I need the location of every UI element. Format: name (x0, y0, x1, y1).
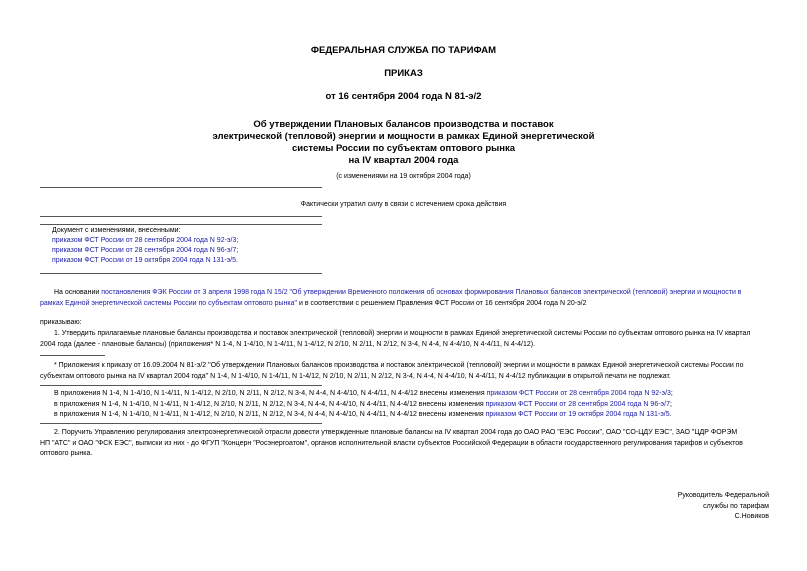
basis-paragraph (40, 288, 800, 309)
amend-note-text: В приложения N 1-4, N 1-4/10, N 1-4/11, N 1-4/12, N 2/10, N 2/11, N 2/12, N 3-4, N 4-4, N 4-4/10, N 4-4/11, N 4-4/12 внесены изменения (54, 390, 487, 397)
order-word: приказываю: (40, 319, 82, 326)
change-link[interactable]: приказом ФСТ России от 19 октября 2004 года N 131-э/5. (52, 257, 238, 264)
amend-note-text: в приложения N 1-4, N 1-4/10, N 1-4/11, N 1-4/12, N 2/10, N 2/11, N 2/12, N 3-4, N 4-4, N 4-4/10, N 4-4/11, N 4-4/12 внесены изменения (54, 400, 486, 408)
amended-note: (с изменениями на 19 октября 2004 года) (336, 173, 471, 180)
amend-note-end: ; (670, 390, 673, 397)
amend-note-link[interactable]: приказом ФСТ России от 28 сентября 2004 года N 96-э/7 (485, 400, 670, 408)
signature-name: С.Новиков (734, 513, 769, 520)
document-date: от 16 сентября 2004 года N 81-э/2 (325, 91, 482, 102)
title-line: на IV квартал 2004 года (348, 155, 459, 166)
basis-prefix: На основании (54, 289, 102, 296)
divider (40, 216, 322, 217)
title-line: электрической (тепловой) энергии и мощности в рамках Единой энергетической (212, 131, 595, 142)
item-2-line: оптового рынка. (40, 450, 93, 457)
title-line: системы России по субъектам оптового рынка (291, 143, 516, 154)
basis-suffix: и в соответствии с решением Правления ФСТ России от 16 сентября 2004 года N 20-э/2 (297, 299, 587, 307)
divider (40, 187, 322, 188)
divider (40, 423, 322, 424)
item-1 (40, 329, 800, 350)
item-1-line: 1. Утвердить прилагаемые плановые балансы производства и поставок электрической (тепловой) энергии и мощности в рамках Единой энергетической системы России по субъектам оптового рынка на IV квартал (54, 330, 751, 337)
document-title (0, 119, 807, 167)
signature-position: Руководитель Федеральной (677, 492, 769, 499)
change-link[interactable]: приказом ФСТ России от 28 сентября 2004 года N 96-э/7; (52, 247, 239, 254)
amend-note-link[interactable]: приказом ФСТ России от 19 октября 2004 года N 131-э/5 (485, 411, 670, 418)
resolution-link-cont[interactable]: рамках Единой энергетической системы России по субъектам оптового рынка" (40, 299, 298, 307)
signature-position: службы по тарифам (703, 502, 769, 510)
item-2-line: НП "АТС" и ОАО "ФСК ЕЭС", выписки из них - до ФГУП "Концерн "Росэнергоатом", органов исполнительной власти субъектов Российской Федерации в области государственного регулирования тарифов и субъектов (40, 439, 743, 447)
footnote (40, 361, 800, 382)
changes-heading: Документ с изменениями, внесенными: (52, 227, 181, 234)
footnote-divider (40, 355, 105, 356)
change-link[interactable]: приказом ФСТ России от 28 сентября 2004 года N 92-э/3; (52, 237, 239, 244)
document-type: ПРИКАЗ (384, 68, 423, 79)
changes-box (52, 226, 238, 266)
title-line: Об утверждении Плановых балансов производства и поставок (253, 119, 554, 130)
agency-name: ФЕДЕРАЛЬНАЯ СЛУЖБА ПО ТАРИФАМ (310, 45, 497, 56)
item-1-line: 2004 года (далее - плановые балансы) (приложения* N 1-4, N 1-4/10, N 1-4/11, N 1-4/12, N 2/10, N 2/11, N 2/12, N 3-4, N 4-4, N 4-4/10, N 4-4/11, N 4-4/12). (40, 340, 536, 348)
amend-note-link[interactable]: приказом ФСТ России от 28 сентября 2004 года N 92-э/3 (486, 390, 671, 397)
resolution-link[interactable]: постановления ФЭК России от 3 апреля 1998 года N 15/2 "Об утверждении Временного положения об основах формирования Плановых балансов электрической (тепловой) энергии и мощности в (101, 289, 742, 296)
divider (40, 385, 322, 386)
amend-note-end: ; (669, 400, 672, 408)
amend-note-text: в приложения N 1-4, N 1-4/10, N 1-4/11, N 1-4/12, N 2/10, N 2/11, N 2/12, N 3-4, N 4-4, N 4-4/10, N 4-4/11, N 4-4/12 внесены изменения (54, 411, 486, 418)
item-2 (40, 428, 800, 460)
amend-note-end: . (669, 411, 672, 418)
signature-block (678, 491, 769, 523)
footnote-line: * Приложения к приказу от 16.09.2004 N 81-э/2 "Об утверждении Плановых балансов производства и поставок электрической (тепловой) энергии и мощности в рамках Единой энергетической системы России по (54, 362, 744, 369)
item-2-line: 2. Поручить Управлению регулирования электроэнергетической отрасли довести утвержденные плановые балансы на IV квартал 2004 года до ОАО РАО "ЕЭС России", ОАО "СО-ЦДУ ЕЭС", ЗАО "ЦДР ФОРЭМ (54, 429, 738, 436)
divider (40, 224, 322, 225)
divider (40, 273, 322, 274)
amend-notes (40, 389, 800, 421)
footnote-line: субъектам оптового рынка на IV квартал 2004 года" N 1-4, N 1-4/10, N 1-4/11, N 1-4/12, N 2/10, N 2/11, N 2/12, N 3-4, N 4-4, N 4-4/10, N 4-4/11, N 4-4/12 публикации в открытой печати не подлежат. (40, 372, 671, 380)
expired-note: Фактически утратил силу в связи с истечением срока действия (300, 201, 507, 208)
